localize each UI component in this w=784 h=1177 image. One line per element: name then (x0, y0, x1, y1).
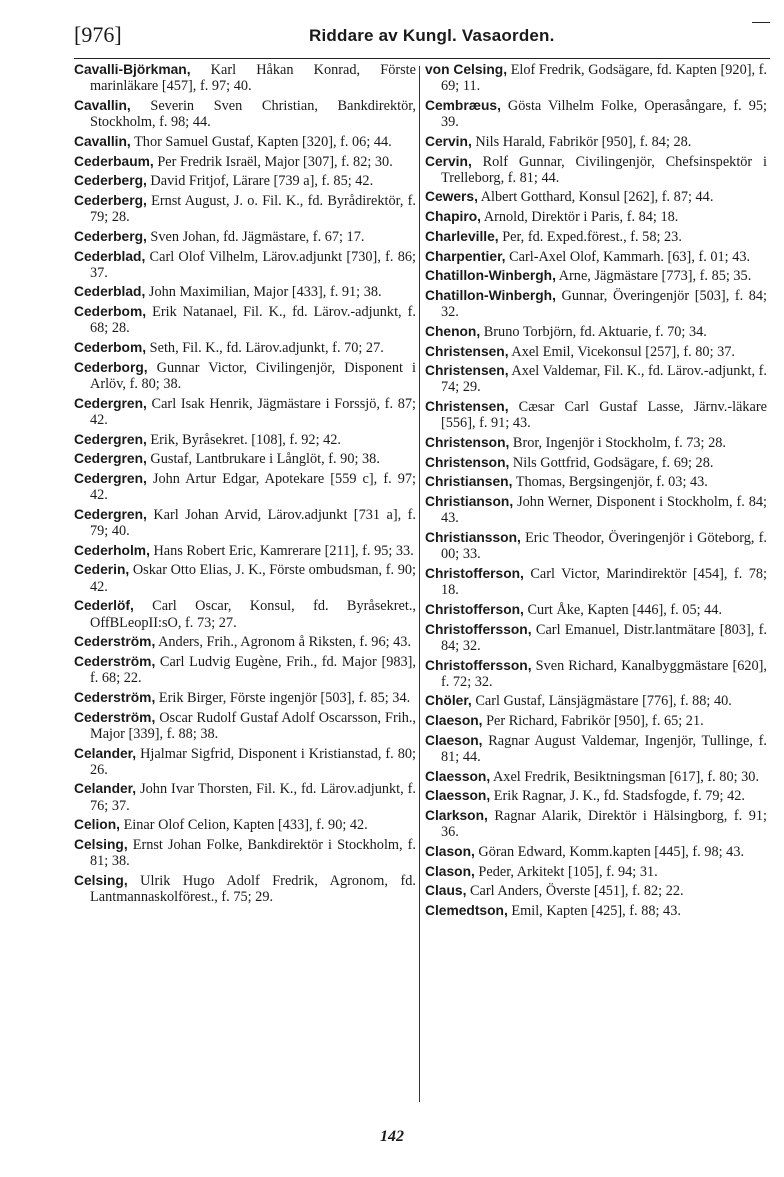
page-title: Riddare av Kungl. Vasaorden. (309, 26, 555, 45)
entry-details: John Maximilian, Major [433], f. 91; 38. (145, 284, 382, 301)
entry-surname: Chapiro, (425, 209, 481, 225)
entry-surname: Cederberg, (74, 228, 147, 244)
entry-details: Eric Theodor, Överingenjör i Göteborg, f. 00; 33. (441, 530, 767, 563)
register-entry (425, 566, 767, 598)
register-entry (425, 209, 767, 225)
entry-surname: Christoffersson, (425, 657, 532, 673)
entry-details: Nils Harald, Fabrikör [950], f. 84; 28. (471, 133, 692, 150)
register-entry (74, 173, 416, 189)
entry-surname: Celsing, (74, 837, 128, 853)
register-entry (74, 249, 416, 281)
register-entry (74, 598, 416, 630)
entry-details: Bror, Ingenjör i Stockholm, f. 73; 28. (509, 435, 726, 452)
register-entry (74, 873, 416, 905)
register-entry (74, 451, 416, 467)
entry-details: Albert Gotthard, Konsul [262], f. 87; 44. (477, 189, 714, 206)
header-rule-mark (752, 22, 770, 23)
entry-details: Karl Håkan Konrad, Förste marinläkare [457], f. 97; 40. (90, 62, 416, 95)
register-entry (425, 693, 767, 709)
entry-details: Carl Oscar, Konsul, fd. Byråsekret., OffBLeopII:sO, f. 73; 27. (90, 598, 416, 631)
entry-details: Per Fredrik Israël, Major [307], f. 82; 30. (153, 153, 393, 170)
register-entry (74, 690, 416, 706)
entry-surname: Cederström, (74, 709, 156, 725)
entry-details: Einar Olof Celion, Kapten [433], f. 90; 42. (120, 817, 368, 834)
entry-details: Erik Ragnar, J. K., fd. Stadsfogde, f. 79; 42. (490, 788, 745, 805)
register-entry (425, 602, 767, 618)
entry-details: Hjalmar Sigfrid, Disponent i Kristianstad, f. 80; 26. (90, 745, 416, 778)
register-entry (425, 189, 767, 205)
register-entry (74, 340, 416, 356)
entry-details: Severin Sven Christian, Bankdirektör, Stockholm, f. 98; 44. (90, 97, 416, 131)
entry-surname: Cederin, (74, 562, 130, 578)
entry-details: John Artur Edgar, Apotekare [559 c], f. 97; 42. (90, 470, 416, 504)
register-entry (425, 530, 767, 562)
entry-details: Axel Emil, Vicekonsul [257], f. 80; 37. (508, 343, 735, 360)
register-entry (74, 781, 416, 813)
entry-surname: Christofferson, (425, 601, 524, 617)
entry-surname: Cederborg, (74, 359, 148, 375)
entry-details: Curt Åke, Kapten [446], f. 05; 44. (523, 601, 723, 618)
entry-surname: Cervin, (425, 133, 472, 149)
entry-surname: Cedergren, (74, 431, 147, 447)
entry-surname: Chatillon-Winbergh, (425, 268, 556, 284)
entry-surname: Cederbom, (74, 304, 147, 320)
entry-surname: Clason, (425, 863, 475, 879)
register-entry (74, 710, 416, 742)
register-entry (425, 249, 767, 265)
entry-details: Carl Anders, Överste [451], f. 82; 22. (466, 883, 684, 900)
entry-surname: Cavalli-Björkman, (74, 62, 191, 77)
register-entry (425, 288, 767, 320)
register-entry (74, 360, 416, 392)
left-column (74, 62, 416, 909)
register-entry (425, 622, 767, 654)
register-entry (425, 713, 767, 729)
entry-surname: Christenson, (425, 454, 510, 470)
register-entry (425, 844, 767, 860)
entry-details: Carl Gustaf, Länsjägmästare [776], f. 88; 40. (471, 693, 732, 710)
entry-surname: Christensen, (425, 363, 509, 379)
entry-details: Ulrik Hugo Adolf Fredrik, Agronom, fd. Lantmannaskolförest., f. 75; 29. (90, 872, 416, 906)
register-entry (425, 769, 767, 785)
entry-details: Hans Robert Eric, Kamrerare [211], f. 95; 33. (149, 542, 414, 559)
entry-details: Erik Birger, Förste ingenjör [503], f. 85; 34. (155, 689, 411, 706)
entry-surname: Clarkson, (425, 808, 488, 824)
entry-details: John Ivar Thorsten, Fil. K., fd. Lärov.adjunkt, f. 76; 37. (90, 781, 416, 814)
entry-details: Gustaf, Lantbrukare i Långlöt, f. 90; 38. (146, 451, 380, 468)
page-footer-number: 142 (380, 1128, 404, 1145)
entry-details: Ernst August, J. o. Fil. K., fd. Byrådirektör, f. 79; 28. (90, 192, 416, 226)
entry-surname: Cederlöf, (74, 598, 134, 614)
entry-surname: Cavallin, (74, 133, 131, 149)
entry-details: Ragnar Alarik, Direktör i Hälsingborg, f. 91; 36. (441, 808, 767, 841)
entry-details: Carl-Axel Olof, Kammarh. [63], f. 01; 43. (505, 248, 751, 265)
entry-details: David Fritjof, Lärare [739 a], f. 85; 42. (146, 173, 374, 190)
entry-surname: Claus, (425, 883, 467, 899)
entry-details: Erik, Byråsekret. [108], f. 92; 42. (146, 431, 341, 448)
register-entry (74, 543, 416, 559)
header-page-number: [976] (74, 22, 122, 47)
register-entry (425, 399, 767, 431)
entry-surname: Claeson, (425, 713, 483, 729)
entry-details: Elof Fredrik, Godsägare, fd. Kapten [920], f. 69; 11. (441, 62, 767, 95)
register-entry (74, 746, 416, 778)
entry-surname: Cewers, (425, 189, 478, 205)
register-entry (425, 864, 767, 880)
entry-surname: Celion, (74, 817, 120, 833)
register-entry (74, 284, 416, 300)
entry-surname: Clason, (425, 844, 475, 860)
entry-surname: Christoffersson, (425, 621, 532, 637)
entry-surname: Cederberg, (74, 173, 147, 189)
entry-surname: Cederström, (74, 689, 156, 705)
register-entry (425, 229, 767, 245)
entry-details: Ernst Johan Folke, Bankdirektör i Stockholm, f. 81; 38. (90, 837, 416, 870)
register-entry (425, 903, 767, 919)
entry-details: Ragnar August Valdemar, Ingenjör, Tullinge, f. 81; 44. (441, 732, 767, 766)
entry-details: Carl Emanuel, Distr.lantmätare [803], f. 84; 32. (441, 621, 767, 654)
register-entry (425, 363, 767, 395)
entry-surname: Cederblad, (74, 248, 146, 264)
register-entry (425, 268, 767, 284)
entry-details: Nils Gottfrid, Godsägare, f. 69; 28. (509, 454, 714, 471)
entry-details: Emil, Kapten [425], f. 88; 43. (507, 903, 681, 920)
entry-surname: Chöler, (425, 693, 472, 709)
entry-surname: Cederberg, (74, 192, 147, 208)
entry-surname: Christiansson, (425, 530, 521, 546)
entry-surname: Cederström, (74, 654, 156, 669)
register-entry (74, 507, 416, 539)
register-entry (425, 62, 767, 94)
entry-details: Erik Natanael, Fil. K., fd. Lärov.-adjunkt, f. 68; 28. (90, 304, 416, 337)
entry-details: Per, fd. Exped.förest., f. 58; 23. (498, 228, 682, 245)
register-entry (74, 229, 416, 245)
entry-details: Carl Victor, Marindirektör [454], f. 78; 18. (441, 565, 767, 599)
register-entry (74, 817, 416, 833)
register-entry (74, 654, 416, 686)
register-entry (425, 154, 767, 186)
register-entry (74, 304, 416, 336)
register-entry (425, 435, 767, 451)
entry-surname: Claeson, (425, 732, 483, 748)
entry-details: Anders, Frih., Agronom å Riksten, f. 96; 43. (155, 634, 412, 651)
entry-surname: Cavallin, (74, 97, 131, 113)
entry-details: Axel Fredrik, Besiktningsman [617], f. 80; 30. (490, 768, 760, 785)
entry-details: Bruno Torbjörn, fd. Aktuarie, f. 70; 34. (480, 323, 707, 340)
entry-details: Gunnar, Överingenjör [503], f. 84; 32. (441, 287, 767, 321)
column-divider (419, 66, 420, 1102)
entry-details: Oskar Otto Elias, J. K., Förste ombudsman, f. 90; 42. (90, 562, 416, 595)
entry-details: Seth, Fil. K., fd. Lärov.adjunkt, f. 70; 27. (146, 340, 384, 357)
entry-details: Carl Olof Vilhelm, Lärov.adjunkt [730], f. 86; 37. (90, 248, 416, 281)
entry-surname: Cedergren, (74, 451, 147, 467)
entry-details: Thor Samuel Gustaf, Kapten [320], f. 06; 44. (130, 133, 392, 150)
entry-surname: Chatillon-Winbergh, (425, 287, 556, 303)
page-header (74, 18, 770, 59)
entry-surname: Christofferson, (425, 565, 524, 581)
entry-details: Gösta Vilhelm Folke, Operasångare, f. 95; 39. (441, 97, 767, 131)
register-entry (74, 471, 416, 503)
entry-details: Arnold, Direktör i Paris, f. 84; 18. (480, 209, 679, 226)
entry-surname: Chenon, (425, 323, 481, 339)
register-entry (425, 883, 767, 899)
register-entry (74, 62, 416, 94)
entry-details: Carl Ludvig Eugène, Frih., fd. Major [983], f. 68; 22. (90, 654, 416, 687)
entry-surname: Cederström, (74, 634, 156, 650)
entry-surname: Cedergren, (74, 506, 147, 522)
entry-details: Göran Edward, Komm.kapten [445], f. 98; 43. (474, 844, 745, 861)
entry-details: Sven Richard, Kanalbyggmästare [620], f. 72; 32. (441, 657, 767, 690)
entry-details: Thomas, Bergsingenjör, f. 03; 43. (512, 474, 708, 491)
register-entry (425, 658, 767, 690)
register-entry (74, 193, 416, 225)
entry-surname: Christiansen, (425, 474, 513, 490)
entry-surname: Celsing, (74, 872, 128, 888)
register-entry (425, 733, 767, 765)
entry-surname: Cervin, (425, 153, 472, 169)
register-entry (425, 474, 767, 490)
register-entry (74, 634, 416, 650)
entry-surname: Christensen, (425, 343, 509, 359)
entry-details: Gunnar Victor, Civilingenjör, Disponent i Arlöv, f. 80; 38. (90, 359, 416, 392)
entry-surname: Christianson, (425, 494, 514, 510)
entry-details: Cæsar Carl Gustaf Lasse, Järnv.-läkare [556], f. 91; 43. (441, 399, 767, 432)
entry-surname: Cederbaum, (74, 153, 154, 169)
register-entry (74, 396, 416, 428)
register-entry (74, 154, 416, 170)
entry-surname: Charpentier, (425, 248, 506, 264)
entry-details: Peder, Arkitekt [105], f. 94; 31. (474, 863, 658, 880)
entry-surname: Claesson, (425, 788, 491, 804)
register-entry (425, 134, 767, 150)
entry-surname: Claesson, (425, 768, 491, 784)
register-entry (425, 494, 767, 526)
entry-details: Rolf Gunnar, Civilingenjör, Chefsinspektör i Trelleborg, f. 81; 44. (441, 153, 767, 186)
entry-details: Per Richard, Fabrikör [950], f. 65; 21. (482, 713, 704, 730)
entry-details: John Werner, Disponent i Stockholm, f. 84; 43. (441, 494, 767, 527)
entry-surname: Cedergren, (74, 395, 147, 411)
register-entry (425, 324, 767, 340)
register-entry (74, 134, 416, 150)
entry-surname: Christenson, (425, 435, 510, 451)
entry-details: Carl Isak Henrik, Jägmästare i Forssjö, f. 87; 42. (90, 395, 416, 428)
entry-surname: Charleville, (425, 228, 499, 244)
entry-details: Oscar Rudolf Gustaf Adolf Oscarsson, Frih., Major [339], f. 88; 38. (90, 709, 416, 742)
entry-surname: Celander, (74, 745, 137, 761)
entry-details: Sven Johan, fd. Jägmästare, f. 67; 17. (146, 228, 365, 245)
right-column (425, 62, 767, 923)
entry-surname: Celander, (74, 781, 137, 797)
register-entry (425, 788, 767, 804)
register-entry (425, 344, 767, 360)
entry-surname: Cembræus, (425, 97, 501, 113)
entry-surname: Cederblad, (74, 284, 146, 300)
entry-surname: Cedergren, (74, 470, 147, 486)
entry-details: Arne, Jägmästare [773], f. 85; 35. (555, 268, 752, 285)
register-entry (425, 808, 767, 840)
entry-surname: Clemedtson, (425, 903, 508, 919)
register-entry (74, 432, 416, 448)
register-entry (425, 455, 767, 471)
entry-details: Karl Johan Arvid, Lärov.adjunkt [731 a], f. 79; 40. (90, 506, 416, 540)
entry-surname: Christensen, (425, 399, 509, 415)
register-entry (74, 837, 416, 869)
register-entry (425, 98, 767, 130)
register-entry (74, 98, 416, 130)
register-entry (74, 562, 416, 594)
entry-details: Axel Valdemar, Fil. K., fd. Lärov.-adjunkt, f. 74; 29. (441, 363, 767, 396)
entry-surname: von Celsing, (425, 62, 508, 77)
entry-surname: Cederbom, (74, 340, 147, 356)
entry-surname: Cederholm, (74, 542, 150, 558)
